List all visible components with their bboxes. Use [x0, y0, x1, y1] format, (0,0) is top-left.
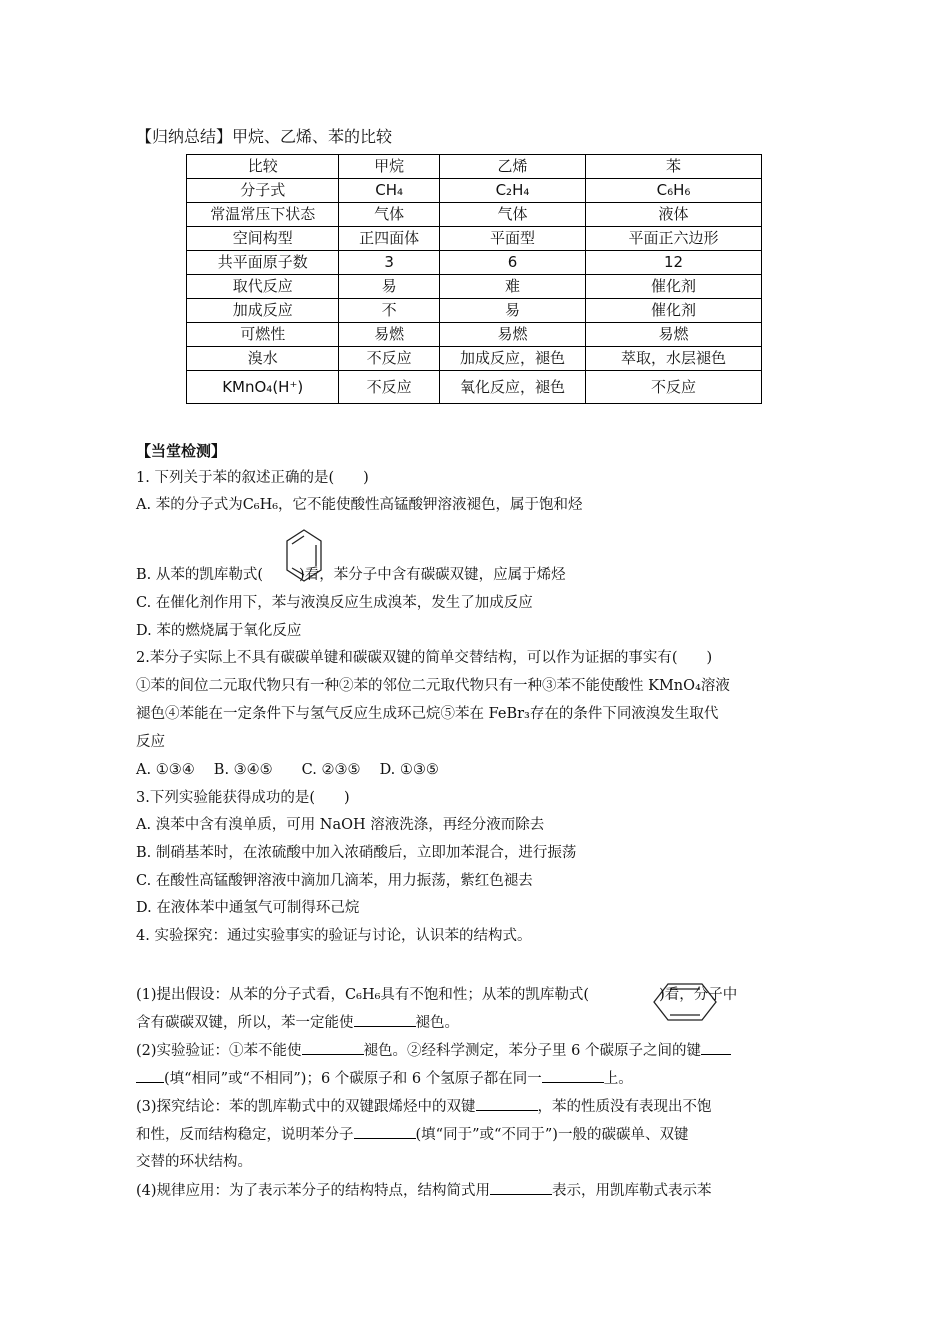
table-cell: 平面型 — [439, 227, 585, 251]
answer-blank[interactable] — [490, 1180, 552, 1195]
answer-blank[interactable] — [542, 1068, 604, 1083]
part-2-line-2-middle: (填“相同”或“不相同”)；6 个碳原子和 6 个氢原子都在同一 — [164, 1071, 542, 1087]
answer-blank[interactable] — [354, 1124, 416, 1139]
question-4-part-3-line-1 — [136, 1096, 712, 1117]
table-cell: 易燃 — [439, 323, 585, 347]
question-4-part-1-line-2 — [136, 1012, 459, 1033]
table-cell: 易燃 — [339, 323, 439, 347]
question-2-stem: 2.苯分子实际上不具有碳碳单键和碳碳双键的简单交替结构，可以作为证据的事实有( ) — [136, 650, 713, 666]
question-4-part-2-line-1 — [136, 1040, 731, 1061]
table-row — [187, 323, 762, 347]
question-2-options: A. ①③④ B. ③④⑤ C. ②③⑤ D. ①③⑤ — [136, 762, 439, 778]
table-cell: 萃取，水层褪色 — [586, 347, 762, 371]
table-row — [187, 251, 762, 275]
table-cell: 平面正六边形 — [586, 227, 762, 251]
table-row — [187, 371, 762, 404]
table-cell: 不 — [339, 299, 439, 323]
question-3-option-a: A. 溴苯中含有溴单质，可用 NaOH 溶液洗涤，再经分液而除去 — [136, 817, 545, 833]
part-3-text-prefix: (3)探究结论：苯的凯库勒式中的双键跟烯烃中的双键 — [136, 1099, 476, 1115]
table-cell: 易燃 — [586, 323, 762, 347]
table-cell: 可燃性 — [187, 323, 339, 347]
section-title: 【当堂检测】 — [136, 442, 227, 460]
table-cell: 难 — [439, 275, 585, 299]
comparison-table — [186, 154, 762, 404]
table-header-cell: 乙烯 — [439, 155, 585, 179]
question-4-part-3-line-3: 交替的环状结构。 — [136, 1154, 252, 1170]
table-cell: 常温常压下状态 — [187, 203, 339, 227]
question-4-stem: 4. 实验探究：通过实验事实的验证与讨论，认识苯的结构式。 — [136, 928, 532, 944]
question-3-option-b: B. 制硝基苯时，在浓硫酸中加入浓硝酸后，立即加苯混合，进行振荡 — [136, 845, 577, 861]
table-cell: 易 — [339, 275, 439, 299]
table-row — [187, 227, 762, 251]
part-1-text-suffix: )看，分子中 — [659, 987, 738, 1003]
question-2-line-2: ①苯的间位二元取代物只有一种②苯的邻位二元取代物只有一种③苯不能使酸性 KMnO₄溶液 — [136, 678, 730, 694]
table-header-cell: 比较 — [187, 155, 339, 179]
question-4-part-4-line-1 — [136, 1180, 712, 1201]
answer-blank[interactable] — [354, 1012, 416, 1027]
part-2-line-2-suffix: 上。 — [603, 1071, 633, 1087]
question-1-option-d: D. 苯的燃烧属于氧化反应 — [136, 623, 302, 639]
question-1-option-a: A. 苯的分子式为C₆H₆，它不能使酸性高锰酸钾溶液褪色，属于饱和烃 — [136, 497, 583, 513]
table-row — [187, 179, 762, 203]
table-row — [187, 299, 762, 323]
table-cell: KMnO₄(H⁺) — [187, 371, 339, 404]
table-cell: 液体 — [586, 203, 762, 227]
question-4-part-1-line-1 — [136, 985, 737, 1005]
table-cell: 催化剂 — [586, 275, 762, 299]
table-cell: 催化剂 — [586, 299, 762, 323]
table-cell: 不反应 — [586, 371, 762, 404]
table-cell: 加成反应，褪色 — [439, 347, 585, 371]
option-b-text-suffix: )看，苯分子中含有碳碳双键，应属于烯烃 — [299, 567, 566, 583]
question-3-option-c: C. 在酸性高锰酸钾溶液中滴加几滴苯，用力振荡，紫红色褪去 — [136, 873, 533, 889]
table-cell: 不反应 — [339, 371, 439, 404]
part-3-text-suffix: ，苯的性质没有表现出不饱 — [537, 1099, 712, 1115]
table-cell: 正四面体 — [339, 227, 439, 251]
table-cell: 6 — [439, 251, 585, 275]
answer-blank[interactable] — [476, 1096, 538, 1111]
part-3-line-2-prefix: 和性，反而结构稳定，说明苯分子 — [136, 1127, 354, 1143]
part-2-text-prefix: (2)实验验证：①苯不能使 — [136, 1043, 302, 1059]
question-4-part-3-line-2 — [136, 1124, 688, 1145]
table-cell: 3 — [339, 251, 439, 275]
table-cell: 溴水 — [187, 347, 339, 371]
table-cell: 共平面原子数 — [187, 251, 339, 275]
part-3-line-2-suffix: (填“同于”或“不同于”)一般的碳碳单、双键 — [415, 1127, 689, 1143]
question-4-part-2-line-2 — [136, 1068, 633, 1089]
question-3-option-d: D. 在液体苯中通氢气可制得环己烷 — [136, 900, 360, 916]
table-cell: 氧化反应，褪色 — [439, 371, 585, 404]
table-header-cell: 甲烷 — [339, 155, 439, 179]
table-cell: 分子式 — [187, 179, 339, 203]
table-cell: 气体 — [339, 203, 439, 227]
table-cell: 空间构型 — [187, 227, 339, 251]
question-3-stem: 3.下列实验能获得成功的是( ) — [136, 790, 350, 806]
question-1-option-c: C. 在催化剂作用下，苯与液溴反应生成溴苯，发生了加成反应 — [136, 595, 533, 611]
table-cell: C₂H₄ — [439, 179, 585, 203]
option-b-text-prefix: B. 从苯的凯库勒式( — [136, 567, 264, 583]
table-cell: C₆H₆ — [586, 179, 762, 203]
table-cell: 加成反应 — [187, 299, 339, 323]
table-cell: 取代反应 — [187, 275, 339, 299]
question-2-line-4: 反应 — [136, 734, 165, 750]
answer-blank[interactable] — [136, 1068, 164, 1083]
part-1-line-2-prefix: 含有碳碳双键，所以，苯一定能使 — [136, 1015, 354, 1031]
answer-blank[interactable] — [701, 1040, 731, 1055]
part-4-text-prefix: (4)规律应用：为了表示苯分子的结构特点，结构简式用 — [136, 1183, 491, 1199]
part-1-text-prefix: (1)提出假设：从苯的分子式看，C₆H₆具有不饱和性；从苯的凯库勒式( — [136, 987, 590, 1003]
summary-title: 【归纳总结】甲烷、乙烯、苯的比较 — [136, 127, 393, 146]
table-header-row — [187, 155, 762, 179]
answer-blank[interactable] — [302, 1040, 364, 1055]
table-cell: 气体 — [439, 203, 585, 227]
part-1-line-2-suffix: 褪色。 — [415, 1015, 459, 1031]
question-1-stem: 1. 下列关于苯的叙述正确的是( ) — [136, 470, 369, 486]
table-cell: 易 — [439, 299, 585, 323]
part-2-text-middle: 褪色。②经科学测定，苯分子里 6 个碳原子之间的键 — [363, 1043, 701, 1059]
question-1-option-b — [136, 565, 566, 585]
table-row — [187, 203, 762, 227]
table-header-cell: 苯 — [586, 155, 762, 179]
table-cell: 不反应 — [339, 347, 439, 371]
part-4-text-suffix: 表示，用凯库勒式表示苯 — [552, 1183, 712, 1199]
table-row — [187, 347, 762, 371]
question-2-line-3: 褪色④苯能在一定条件下与氢气反应生成环己烷⑤苯在 FeBr₃存在的条件下同液溴发生取代 — [136, 706, 719, 722]
table-cell: 12 — [586, 251, 762, 275]
table-cell: CH₄ — [339, 179, 439, 203]
table-row — [187, 275, 762, 299]
